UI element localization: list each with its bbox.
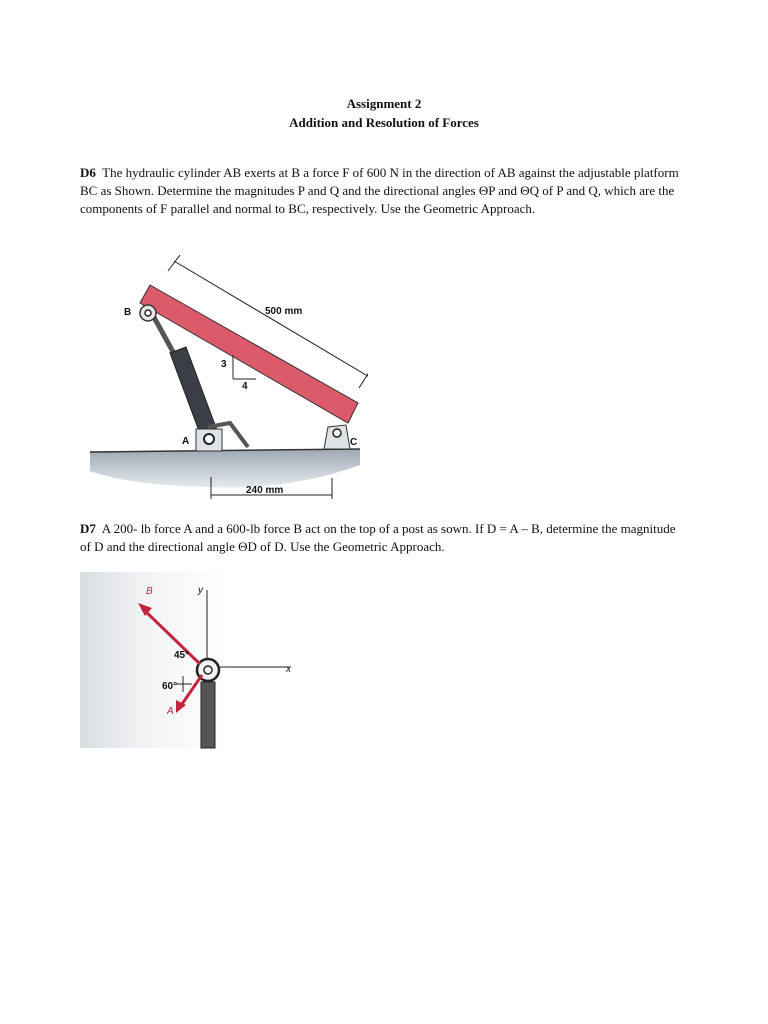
label-slope-rise: 3 — [221, 359, 227, 370]
label-force-b: B — [146, 586, 153, 597]
problem-d7 — [80, 520, 680, 556]
pin-c — [333, 429, 341, 437]
label-angle-60: 60° — [162, 681, 178, 692]
label-slope-run: 4 — [242, 381, 248, 392]
label-240mm: 240 mm — [246, 485, 284, 496]
label-b: B — [124, 307, 132, 318]
label-y-axis: y — [198, 585, 203, 596]
assignment-title: Assignment 2 — [346, 96, 422, 111]
label-x-axis: x — [286, 664, 291, 675]
label-angle-45: 45° — [174, 650, 190, 661]
ground — [90, 449, 360, 488]
problem-d7-text: A 200- lb force A and a 600-lb force B act on the top of a post as sown. If D = A – B, determine the magnitude of D and the directional angle ΘD of D. Use the Geometric Approach. — [80, 521, 676, 554]
figure-d7-post — [80, 572, 310, 750]
label-c: C — [350, 437, 358, 448]
assignment-subtitle: Addition and Resolution of Forces — [289, 115, 479, 130]
problem-d7-id: D7 — [80, 521, 96, 536]
label-a: A — [182, 436, 190, 447]
problem-d6 — [80, 164, 680, 218]
figure-d6-platform — [88, 255, 368, 505]
problem-d6-id: D6 — [80, 165, 96, 180]
label-500mm: 500 mm — [265, 306, 303, 317]
label-force-a: A — [167, 706, 174, 717]
problem-d6-text: The hydraulic cylinder AB exerts at B a force F of 600 N in the direction of AB against the adjustable platform BC as Shown. Determine the magnitudes P and Q and the directional angles ΘP and ΘQ of P and Q, which are the components of F parallel and normal to BC, respectively. Use the Geometric Approach. — [80, 165, 679, 216]
pin-a — [204, 434, 214, 444]
post — [201, 682, 215, 748]
pin-b — [145, 310, 151, 316]
